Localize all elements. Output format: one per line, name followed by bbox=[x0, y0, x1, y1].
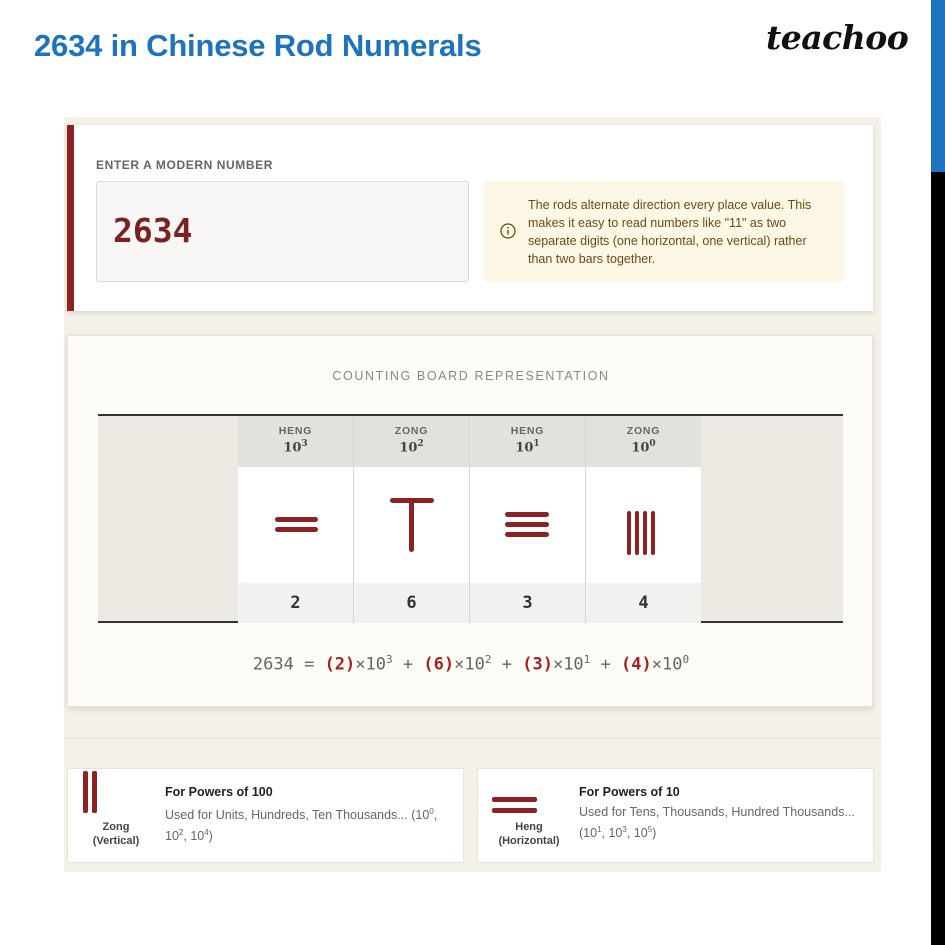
column-digit: 3 bbox=[470, 583, 585, 623]
input-label: ENTER A MODERN NUMBER bbox=[96, 158, 274, 172]
heng-rod-2-icon bbox=[238, 467, 353, 583]
legend-zong-card bbox=[67, 768, 464, 863]
zong-rod-icon bbox=[82, 771, 98, 815]
column-header bbox=[470, 416, 585, 467]
expanded-form: $2634 = (2)\times 10^3 + (6)\times 10^2 + (3)\times 10^1 + (4)\times 10^0$ bbox=[252, 653, 690, 675]
legend-description: Used for Tens, Thousands, Hundred Thousands... ($10^1$, $10^3$, $10^5$) bbox=[579, 805, 855, 841]
column-power: $10^1$ bbox=[515, 439, 540, 456]
zong-rod-6-icon bbox=[354, 467, 469, 583]
rod-cell bbox=[586, 467, 701, 583]
legend-heng-card bbox=[477, 768, 874, 863]
brand-logo: teachoo bbox=[766, 18, 909, 57]
column-divider bbox=[353, 416, 354, 623]
term-coefficient: (6) bbox=[423, 654, 455, 675]
info-callout bbox=[484, 181, 844, 282]
column-power: $10^0$ bbox=[631, 439, 656, 456]
term-coefficient: (2) bbox=[324, 654, 356, 675]
legend-caption: Heng (Horizontal) bbox=[498, 821, 560, 847]
column-header bbox=[354, 416, 469, 467]
rod-cell bbox=[238, 467, 353, 583]
column-digit: 6 bbox=[354, 583, 469, 623]
place-column-thousands bbox=[238, 416, 353, 623]
column-digit: 2 bbox=[238, 583, 353, 623]
number-input-value: 2634 bbox=[113, 211, 193, 250]
legend-heading: For Powers of 10 bbox=[579, 785, 680, 799]
column-divider bbox=[469, 416, 470, 623]
place-column-units bbox=[586, 416, 701, 623]
legend-description: Used for Units, Hundreds, Ten Thousands... ($10^0$, $10^2$, $10^4$) bbox=[165, 807, 438, 844]
column-header bbox=[238, 416, 353, 467]
heng-rod-icon bbox=[492, 796, 538, 814]
legend-caption: Zong (Vertical) bbox=[92, 821, 140, 847]
rod-numeral-app bbox=[64, 117, 881, 872]
term-coefficient: (3) bbox=[522, 654, 553, 675]
column-divider bbox=[585, 416, 586, 623]
column-power: $10^2$ bbox=[399, 439, 424, 456]
place-column-tens bbox=[470, 416, 585, 623]
place-column-hundreds bbox=[354, 416, 469, 623]
input-card bbox=[67, 125, 873, 311]
board-title: COUNTING BOARD REPRESENTATION bbox=[332, 369, 610, 383]
counting-board bbox=[98, 414, 843, 623]
column-rod-type: HENG bbox=[278, 425, 313, 437]
column-rod-type: HENG bbox=[510, 425, 545, 437]
info-text: The rods alternate direction every place value. This makes it easy to read numbers like "11" as two separate digits (one horizontal, one vertical) rather than two bars together. bbox=[528, 198, 812, 266]
column-digit: 4 bbox=[586, 583, 701, 623]
column-power: $10^3$ bbox=[283, 439, 308, 456]
column-header bbox=[586, 416, 701, 467]
term-coefficient: (4) bbox=[621, 654, 652, 675]
rod-cell bbox=[354, 467, 469, 583]
column-rod-type: ZONG bbox=[626, 425, 661, 437]
rod-cell bbox=[470, 467, 585, 583]
info-circle-icon bbox=[500, 223, 516, 239]
heng-rod-3-icon bbox=[470, 467, 585, 583]
number-input[interactable] bbox=[96, 181, 469, 282]
legend-heading: For Powers of 100 bbox=[165, 785, 273, 799]
column-rod-type: ZONG bbox=[394, 425, 429, 437]
section-divider bbox=[64, 738, 881, 739]
zong-rod-4-icon bbox=[586, 467, 701, 583]
page-title: 2634 in Chinese Rod Numerals bbox=[34, 28, 482, 63]
counting-board-card bbox=[67, 335, 873, 707]
right-edge-accent bbox=[931, 0, 945, 172]
